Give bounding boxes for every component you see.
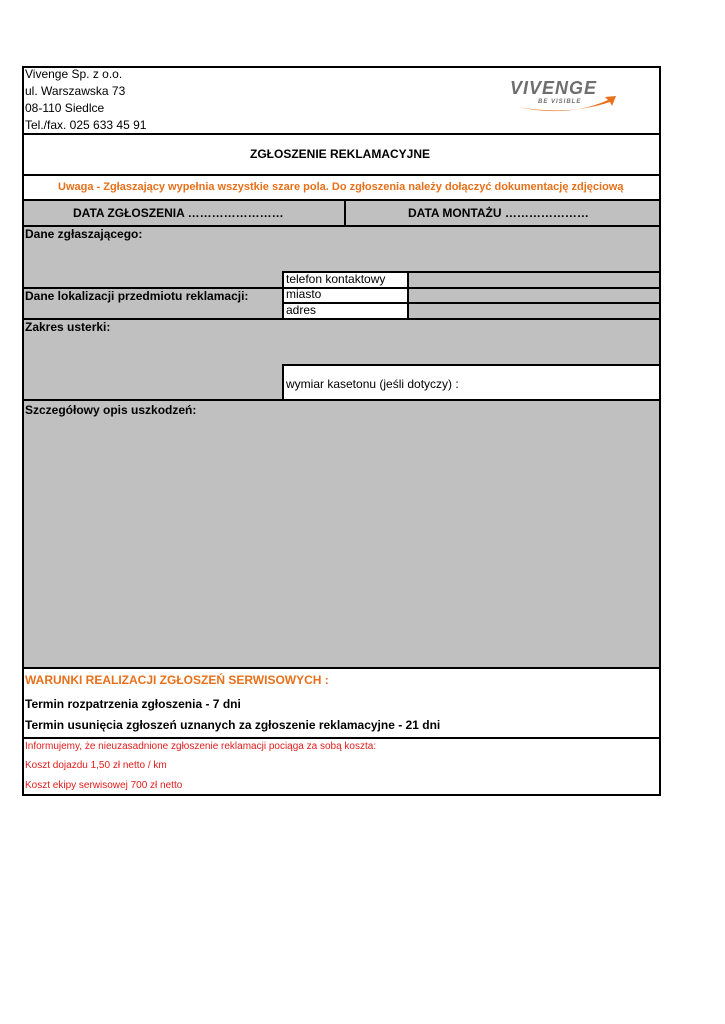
divider — [283, 302, 661, 304]
divider — [22, 737, 661, 739]
divider — [22, 174, 661, 176]
company-name: Vivenge Sp. z o.o. — [25, 67, 123, 81]
logo-tagline: BE VISIBLE — [538, 99, 582, 105]
divider — [22, 667, 661, 669]
company-city: 08-110 Siedlce — [25, 101, 105, 115]
scope-label: Zakres usterki: — [25, 320, 111, 334]
date-install-label: DATA MONTAŻU ………………… — [408, 206, 589, 220]
logo-swoosh-icon — [508, 78, 623, 118]
location-label: Dane lokalizacji przedmiotu reklamacji: — [25, 289, 249, 303]
terms-review: Termin rozpatrzenia zgłoszenia - 7 dni — [25, 697, 241, 711]
terms-heading: WARUNKI REALIZACJI ZGŁOSZEŃ SERWISOWYCH : — [25, 673, 329, 687]
city-label: miasto — [286, 287, 322, 301]
logo-wordmark: VIVENGE — [510, 78, 598, 98]
info-line-2: Koszt dojazdu 1,50 zł netto / km — [25, 760, 167, 771]
divider — [407, 271, 409, 320]
divider — [22, 399, 661, 401]
company-logo — [508, 78, 623, 118]
cassette-label: wymiar kasetonu (jeśli dotyczy) : — [286, 377, 459, 391]
info-line-1: Informujemy, że nieuzasadnione zgłoszenie reklamacji pociąga za sobą koszta: — [25, 741, 377, 752]
date-report-label: DATA ZGŁOSZENIA …………………… — [73, 206, 284, 220]
company-phone: Tel./fax. 025 633 45 91 — [25, 118, 147, 132]
divider — [22, 318, 661, 320]
divider — [282, 364, 284, 401]
info-line-3: Koszt ekipy serwisowej 700 zł netto — [25, 780, 183, 791]
form-title: ZGŁOSZENIE REKLAMACYJNE — [250, 147, 431, 161]
reporter-label: Dane zgłaszającego: — [25, 227, 143, 241]
company-street: ul. Warszawska 73 — [25, 84, 126, 98]
address-label: adres — [286, 303, 317, 317]
description-label: Szczegółowy opis uszkodzeń: — [25, 403, 197, 417]
divider — [283, 364, 661, 366]
divider — [282, 271, 284, 320]
phone-label: telefon kontaktowy — [286, 272, 386, 286]
divider — [22, 133, 661, 135]
terms-resolve: Termin usunięcia zgłoszeń uznanych za zgłoszenie reklamacyjne - 21 dni — [25, 718, 441, 732]
divider — [22, 199, 661, 201]
divider — [344, 199, 346, 226]
form-notice: Uwaga - Zgłaszający wypełnia wszystkie szare pola. Do zgłoszenia należy dołączyć dokumentację zdjęciową — [58, 181, 624, 193]
